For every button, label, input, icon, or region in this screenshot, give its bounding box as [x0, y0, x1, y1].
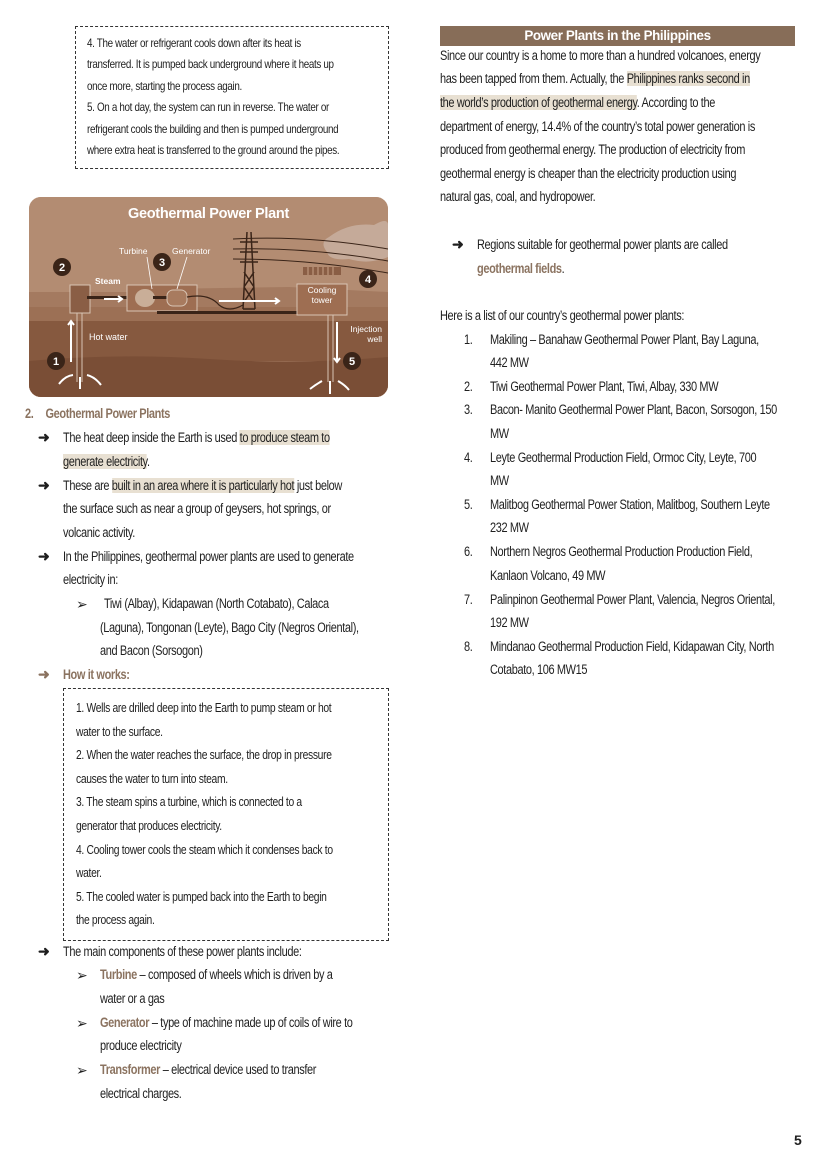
bullet-text: volcanic activity. — [63, 525, 135, 540]
box-line: 4. Cooling tower cools the steam which it condenses back to — [76, 842, 333, 857]
how-it-works-label: How it works: — [63, 667, 130, 682]
sub-bullet-arrowhead-icon: ➢ — [76, 1015, 88, 1031]
component-desc: water or a gas — [100, 991, 165, 1006]
plant-item: MW — [490, 426, 509, 441]
list-intro: Here is a list of our country’s geothermal power plants: — [440, 308, 685, 323]
box-line: transferred. It is pumped back underground where it heats up — [87, 57, 334, 72]
label-injection: Injection — [350, 324, 382, 334]
plant-item: Kanlaon Volcano, 49 MW — [490, 568, 606, 583]
component-desc: – electrical device used to transfer — [160, 1062, 317, 1077]
text: The heat deep inside the Earth is used — [63, 430, 240, 445]
box-line: water to the surface. — [76, 724, 163, 739]
plant-item: Northern Negros Geothermal Production Production Field, — [490, 544, 753, 559]
box-line: generator that produces electricity. — [76, 818, 222, 833]
paragraph-line — [440, 71, 750, 86]
list-number: 2. — [464, 379, 473, 394]
highlighted-text: generate electricity — [63, 454, 147, 469]
box-line: 4. The water or refrigerant cools down after its heat is — [87, 36, 301, 50]
component-desc: electrical charges. — [100, 1086, 182, 1101]
text: . According to the — [636, 95, 715, 110]
ground-source-steps-box — [75, 26, 389, 169]
label-tower: tower — [311, 295, 333, 305]
label-cooling-tower — [297, 285, 347, 305]
highlighted-text: built in an area where it is particularly hot — [111, 478, 295, 493]
label-turbine: Turbine — [119, 246, 148, 256]
list-number: 8. — [464, 639, 473, 654]
plant-item: Malitbog Geothermal Power Station, Malitbog, Southern Leyte — [490, 497, 770, 512]
paragraph-line: geothermal energy is cheaper than the electricity production using — [440, 166, 737, 181]
plant-item: 232 MW — [490, 520, 529, 535]
geothermal-power-plant-diagram — [29, 197, 388, 397]
box-line: where extra heat is transferred to the ground around the pipes. — [87, 143, 340, 158]
regions-text: Regions suitable for geothermal power plants are called — [477, 237, 728, 252]
marker-5: 5 — [348, 356, 356, 368]
sub-bullet-text: Tiwi (Albay), Kidapawan (North Cotabato), Calaca — [104, 596, 329, 611]
arrow-bullet-icon: ➜ — [38, 666, 50, 682]
text: just below — [294, 478, 342, 493]
component-term: Transformer — [100, 1062, 161, 1077]
arrow-bullet-icon: ➜ — [452, 236, 464, 252]
box-line: 3. The steam spins a turbine, which is connected to a — [76, 795, 302, 810]
box-line: 5. The cooled water is pumped back into the Earth to begin — [76, 889, 327, 904]
box-line: 1. Wells are drilled deep into the Earth to pump steam or hot — [76, 701, 332, 715]
section-header-bar: Power Plants in the Philippines — [440, 26, 795, 46]
list-number: 6. — [464, 544, 473, 559]
plant-item: Mindanao Geothermal Production Field, Kidapawan City, North — [490, 639, 774, 654]
label-cooling: Cooling — [307, 285, 337, 295]
plant-item: Makiling – Banahaw Geothermal Power Plant, Bay Laguna, — [490, 332, 759, 347]
list-number: 1. — [464, 332, 473, 347]
component-desc: produce electricity — [100, 1038, 182, 1053]
sub-bullet-text: (Laguna), Tongonan (Leyte), Bago City (Negros Oriental), — [100, 620, 359, 635]
box-line: the process again. — [76, 913, 155, 928]
list-number: 3. — [464, 402, 473, 417]
section-number: 2. — [25, 406, 34, 421]
component-desc: – composed of wheels which is driven by a — [136, 967, 333, 982]
plant-item: Bacon- Manito Geothermal Power Plant, Bacon, Sorsogon, 150 — [490, 402, 777, 417]
text: . — [146, 454, 150, 469]
section-title: Geothermal Power Plants — [45, 406, 171, 421]
sub-bullet-arrowhead-icon: ➢ — [76, 967, 88, 983]
paragraph-line: produced from geothermal energy. The production of electricity from — [440, 142, 746, 157]
component-term: Turbine — [100, 967, 137, 982]
paragraph-line: department of energy, 14.4% of the country’s total power generation is — [440, 119, 755, 134]
list-number: 5. — [464, 497, 473, 512]
label-injection-well — [338, 324, 382, 344]
sub-bullet-text: and Bacon (Sorsogon) — [100, 643, 203, 658]
highlighted-text: the world’s production of geothermal energy — [440, 95, 637, 110]
component-item — [100, 1062, 316, 1077]
label-generator: Generator — [172, 246, 211, 256]
arrow-bullet-icon: ➜ — [38, 548, 50, 564]
list-number: 4. — [464, 450, 473, 465]
text: These are — [63, 478, 112, 493]
box-line: 2. When the water reaches the surface, the drop in pressure — [76, 748, 332, 763]
components-intro: The main components of these power plants include: — [63, 944, 302, 959]
how-it-works-box — [63, 688, 389, 941]
marker-2: 2 — [58, 262, 66, 274]
paragraph-line: Since our country is a home to more than a hundred volcanoes, energy — [440, 48, 761, 63]
bullet-text: In the Philippines, geothermal power plants are used to generate — [63, 549, 354, 564]
plant-item: Tiwi Geothermal Power Plant, Tiwi, Albay, 330 MW — [490, 379, 719, 394]
highlighted-text: Philippines ranks second in — [626, 71, 750, 86]
arrow-bullet-icon: ➜ — [38, 429, 50, 445]
component-item — [100, 1015, 353, 1030]
regions-text — [477, 261, 564, 276]
label-well: well — [367, 334, 382, 344]
list-number: 7. — [464, 592, 473, 607]
arrow-bullet-icon: ➜ — [38, 943, 50, 959]
plant-item: 192 MW — [490, 615, 529, 630]
bullet-text: electricity in: — [63, 572, 118, 587]
diagram-title: Geothermal Power Plant — [128, 206, 289, 222]
text: . — [561, 261, 565, 276]
box-line: water. — [76, 866, 102, 881]
section-heading — [25, 406, 170, 421]
sub-bullet-arrowhead-icon: ➢ — [76, 1062, 88, 1078]
plant-item: 442 MW — [490, 355, 529, 370]
label-steam: Steam — [95, 276, 121, 286]
bullet-text — [63, 454, 150, 469]
arrow-bullet-icon: ➜ — [38, 477, 50, 493]
box-line: once more, starting the process again. — [87, 78, 242, 93]
marker-1: 1 — [52, 356, 60, 368]
box-line: 5. On a hot day, the system can run in reverse. The water or — [87, 100, 329, 115]
bullet-text — [63, 430, 330, 445]
box-line: causes the water to turn into steam. — [76, 771, 228, 786]
page-number: 5 — [794, 1132, 802, 1148]
component-desc: – type of machine made up of coils of wire to — [149, 1015, 353, 1030]
bullet-text: the surface such as near a group of geysers, hot springs, or — [63, 501, 331, 516]
geothermal-fields-term: geothermal fields — [477, 261, 562, 276]
plant-item: Palinpinon Geothermal Power Plant, Valencia, Negros Oriental, — [490, 592, 775, 607]
paragraph-line: natural gas, coal, and hydropower. — [440, 189, 596, 204]
plant-item: MW — [490, 473, 509, 488]
box-line: refrigerant cools the building and then is pumped underground — [87, 121, 339, 136]
highlighted-text: to produce steam to — [239, 430, 330, 445]
text: has been tapped from them. Actually, the — [440, 71, 627, 86]
sub-bullet-arrowhead-icon: ➢ — [76, 596, 88, 612]
marker-3: 3 — [158, 257, 166, 269]
plant-item: Cotabato, 106 MW15 — [490, 662, 588, 677]
component-item — [100, 967, 333, 982]
label-hot-water: Hot water — [89, 332, 128, 342]
bullet-text — [63, 478, 342, 493]
paragraph-line — [440, 95, 715, 110]
plant-item: Leyte Geothermal Production Field, Ormoc City, Leyte, 700 — [490, 450, 757, 465]
component-term: Generator — [100, 1015, 150, 1030]
marker-4: 4 — [364, 274, 372, 286]
